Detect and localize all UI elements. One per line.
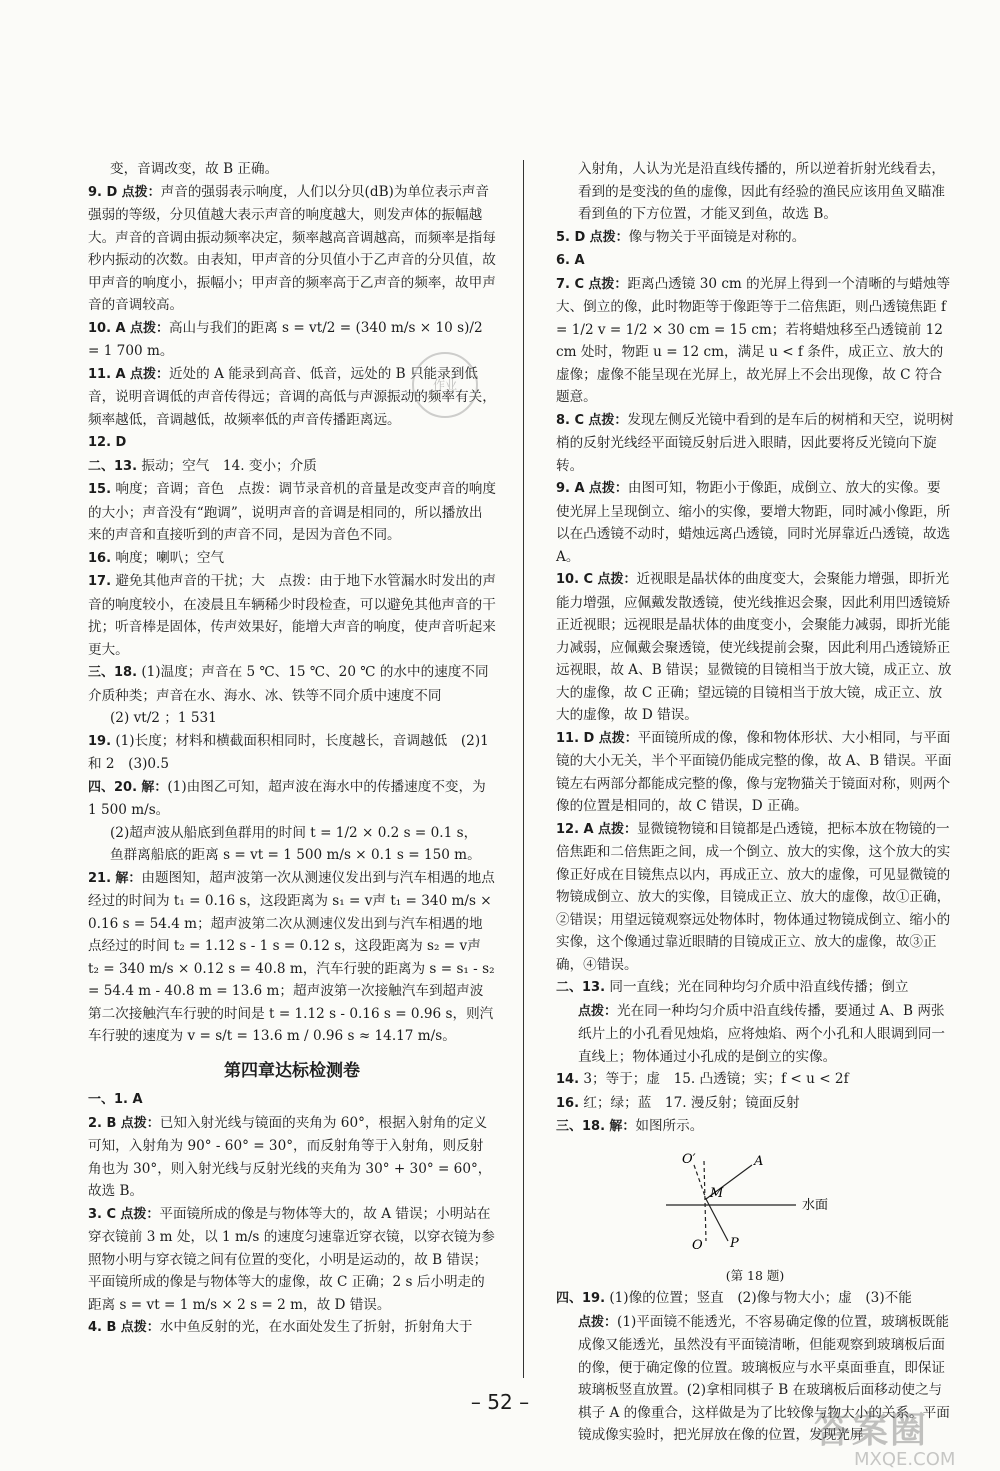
answer-item: [556, 226, 954, 250]
answer-item: [88, 1203, 496, 1317]
answer-item: [88, 181, 496, 317]
answer-item: [556, 1115, 954, 1139]
question-number: 6. A: [556, 253, 585, 268]
answer-item: [556, 1092, 954, 1116]
answer-text: 声音的强弱表示响度，人们以分贝(dB)为单位表示声音强弱的等级，分贝值越大表示声音的响度越大，则发声体的振幅越大。声音的音调由振动频率决定，频率越高音调越高，而频率是指每秒内振动的次数。由表知，甲声音的分贝值小于乙声音的分贝值，故甲声音的响度小，振幅小；甲声音的频率高于乙声音的频率，故甲声音的音调较高。: [88, 183, 496, 313]
hint-label: 点拨：: [121, 184, 161, 200]
answer-text: (1)平面镜不能透光，不容易确定像的位置，玻璃板既能成像又能透光，虽然没有平面镜清晰，但能观察到玻璃板后面的像，便于确定像的位置。玻璃板应与水平桌面垂直，即保证玻璃板竖直放置。(2)拿相同棋子 B 在玻璃板后面移动使之与棋子 A 的像重合，这样做是为了比较像与物大小的关系。平面镜成像实验时，把光屏放在像的位置，发现光屏: [578, 1313, 950, 1443]
question-number: 3. C: [88, 1206, 117, 1222]
answer-text: 如图所示。: [635, 1118, 704, 1134]
hint-label: 点拨：: [129, 320, 169, 336]
answer-item: [88, 478, 496, 547]
hint-label: 解：: [115, 870, 142, 886]
label-o-prime: O′: [682, 1151, 696, 1167]
question-number: 10. C: [556, 572, 594, 587]
hint-label: 点拨：: [597, 821, 637, 837]
page-number: – 52 –: [470, 1390, 530, 1414]
question-number: 12. D: [88, 435, 127, 450]
answer-text: (1)温度；声音在 5 ℃、15 ℃、20 ℃ 的水中的速度不同 介质种类；声音在水、海水、冰、铁等不同介质中速度不同: [88, 664, 503, 704]
answer-item: [88, 455, 496, 479]
question-number: 10. A: [88, 320, 126, 336]
answer-text: 光在同一种均匀介质中沿直线传播，要通过 A、B 两张纸片上的小孔看见烛焰，应将烛焰、两个小孔和人眼调到同一直线上；物体通过小孔成的是倒立的实像。: [578, 1002, 946, 1065]
hint-label: 点拨：: [120, 1206, 160, 1222]
question-number: 16.: [88, 550, 112, 566]
question-number: 4. B: [88, 1320, 117, 1335]
answer-item: [88, 707, 496, 730]
answer-item: [556, 158, 954, 226]
answer-text: 入射角，人认为光是沿直线传播的，所以逆着折射光线看去，看到的是变浅的鱼的虚像，因此有经验的渔民应该用鱼叉瞄准看到鱼的下方位置，才能叉到鱼，故选 B。: [578, 161, 946, 222]
answer-text: 近视眼是晶状体的曲度变大，会聚能力增强，即折光能力增强，应佩戴发散透镜，使光线推迟会聚，因此利用凹透镜矫正近视眼；远视眼是晶状体的曲度变小，会聚能力减弱，即折光能力减弱，应佩戴会聚透镜，使光线提前会聚，因此利用凸透镜矫正远视眼，故 A、B 错误；显微镜的目镜相当于放大镜，成正立、放大的虚像，故 C 正确；望远镜的目镜相当于放大镜，成正立、放大的虚像，故 D 错误。: [556, 571, 952, 723]
hint-label: 点拨：: [588, 276, 628, 292]
answer-text: 发现左侧反光镜中看到的是车后的树梢和天空，说明树梢的反射光线经平面镜反射后进入眼睛，因此要将反光镜向下旋转。: [556, 411, 954, 474]
answer-item: [556, 1000, 954, 1069]
answer-text: (2) vt/2 ；1 531: [110, 710, 217, 726]
label-water-surface: 水面: [802, 1197, 829, 1213]
answer-item: [556, 409, 954, 478]
question-number: 16.: [556, 1095, 580, 1111]
answer-item: [88, 844, 496, 867]
answer-item: [556, 477, 954, 568]
answer-text: 响度；音调；音色 点拨：调节录音机的音量是改变声音的响度的大小；声音没有“跑调”，说明声音的音调是相同的，所以播放出来的声音和直接听到的声音不同，是因为音色不同。: [88, 481, 496, 543]
answer-text: 平面镜所成的像，像和物体形状、大小相同，与平面镜的大小无关，半个平面镜仍能成完整的像，故 A、B 错误。平面镜左右两部分都能成完整的像，像与宠物猫关于镜面对称，则两个像的位置是相同的，故 C 错误，D 正确。: [556, 729, 952, 814]
question-number: 19.: [88, 733, 112, 749]
question-number: 21.: [88, 870, 112, 886]
hint-label: 点拨：: [588, 412, 628, 428]
hint-label: 点拨：: [578, 1003, 618, 1019]
answer-item: [88, 158, 496, 181]
question-number: 二、13.: [88, 458, 138, 474]
answer-text: 显微镜物镜和目镜都是凸透镜，把标本放在物镜的一倍焦距和二倍焦距之间，成一个倒立、放大的实像，这个放大的实像正好成在目镜焦点以内，再成正立、放大的虚像，可见显微镜的物镜成倒立、放大的实像，目镜成正立、放大的虚像，故①正确，②错误；用望远镜观察远处物体时，物体通过物镜成倒立、缩小的实像，这个像通过靠近眼睛的目镜成正立、放大的虚像，故③正确，④错误。: [556, 820, 951, 973]
answer-text: (1)由图乙可知，超声波在海水中的传播速度不变，为 1 500 m/s。: [88, 778, 486, 818]
answer-text: 由题图知，超声波第一次从测速仪发出到与汽车相遇的地点经过的时间为 t₁ = 0.16 s，这段距离为 s₁ = v声 t₁ = 340 m/s × 0.16 s = 54.4 m；超声波第二次从测速仪发出到与汽车相遇的地点经过的时间 t₂ = 1.12 s - 1 s = 0.12 s，这段距离为 s₂ = v声 t₂ = 340 m/s × 0.12 s = 40.8 m，汽车行驶的距离为 s = s₁ - s₂ = 54.4 m - 40.8 m = 13.6 m；超声波第一次接触汽车到超声波第二次接触汽车行驶的时间是 t = 1.12 s - 0.16 s = 0.96 s，则汽车行驶的速度为 v = s/t = 13.6 m / 0.96 s ≈ 14.17 m/s。: [88, 869, 495, 1044]
hint-label: 点拨：: [598, 730, 638, 746]
answer-text: 3；等于；虚 15. 凸透镜；实；f < u < 2f: [583, 1071, 849, 1087]
answer-text: 振动；空气 14. 变小；介质: [141, 457, 317, 474]
hint-label: 点拨：: [120, 1115, 160, 1131]
right-column: [556, 158, 954, 1447]
question-number: 三、18.: [556, 1119, 606, 1134]
answer-item: [556, 727, 954, 818]
question-number: 三、18.: [88, 665, 138, 680]
answer-text: 近处的 A 能录到高音、低音，远处的 B 只能录到低音，说明音调低的声音传得远；音调的高低与声源振动的频率有关，频率越低，音调越低，故频率低的声音传播距离远。: [88, 365, 496, 428]
answer-text: (1)长度；材料和横截面积相同时，长度越长，音调越低 (2)1 和 2 (3)0.5: [88, 732, 489, 772]
answer-item: [88, 661, 503, 707]
answer-text: 距离凸透镜 30 cm 的光屏上得到一个清晰的与蜡烛等大、倒立的像，此时物距等于像距等于二倍焦距，则凸透镜焦距 f = 1/2 v = 1/2 × 30 cm = 15 cm；若将蜡烛移至凸透镜前 12 cm 处时，物距 u = 12 cm，满足 u < f 条件，成正立、放大的虚像；虚像不能呈现在光屏上，故光屏上不会出现像，故 C 符合题意。: [556, 275, 951, 405]
answer-item: [556, 1068, 954, 1092]
question-number: 2. B: [88, 1115, 117, 1131]
column-divider: [523, 160, 524, 1378]
answer-text: 变，音调改变，故 B 正确。: [110, 161, 279, 177]
hint-label: 点拨：: [589, 229, 629, 245]
figure-caption: (第 18 题): [725, 1267, 785, 1283]
answer-item: [88, 1088, 496, 1112]
hint-label: 解：: [141, 779, 168, 795]
answer-item: [88, 547, 496, 571]
question-number: 8. C: [556, 412, 585, 428]
question-number: 15.: [88, 482, 112, 497]
answer-item: [88, 822, 496, 845]
question-number: 四、20.: [88, 779, 138, 795]
refraction-figure: [556, 1143, 954, 1263]
question-number: 二、13.: [556, 980, 606, 995]
answer-item: [88, 730, 496, 776]
hint-label: 点拨：: [588, 481, 628, 496]
site-watermark: [814, 1402, 964, 1470]
question-number: 17.: [88, 574, 112, 589]
label-a: A: [754, 1153, 764, 1169]
watermark-url: MXQE.COM: [854, 1449, 956, 1470]
answer-text: 鱼群离船底的距离 s = vt = 1 500 m/s × 0.1 s = 150 m。: [110, 847, 481, 863]
answer-item: [88, 867, 496, 1048]
label-m: M: [710, 1185, 724, 1201]
answer-item: [556, 568, 954, 727]
question-number: 一、1. A: [88, 1092, 143, 1107]
homework-stamp: 作业: [412, 352, 478, 418]
watermark-logo: 答案圈: [814, 1410, 929, 1451]
answer-text: 红；绿；蓝 17. 漫反射；镜面反射: [583, 1094, 800, 1111]
answer-text: (1)像的位置；竖直 (2)像与物大小；虚 (3)不能: [609, 1290, 912, 1306]
answer-item: [88, 1316, 496, 1340]
question-number: 7. C: [556, 276, 585, 292]
question-number: 11. D: [556, 730, 595, 746]
question-number: 12. A: [556, 821, 594, 837]
answer-text: 像与物关于平面镜是对称的。: [628, 228, 806, 245]
hint-label: 点拨：: [578, 1314, 618, 1330]
left-column: [88, 158, 503, 1340]
answer-text: 避免其他声音的干扰；大 点拨：由于地下水管漏水时发出的声音的响度较小，在凌晨且车辆稀少时段检查，可以避免其他声音的干扰；听音棒是固体，传声效果好，能增大声音的响度，使声音听起来更大。: [88, 573, 496, 658]
answer-item: [88, 776, 496, 822]
answer-item: [556, 249, 954, 273]
answer-text: 响度；喇叭；空气: [115, 549, 225, 566]
answer-item: [88, 431, 496, 455]
label-p: P: [730, 1235, 739, 1251]
answer-item: [556, 818, 954, 977]
hint-label: 点拨：: [120, 1320, 160, 1335]
normal-line: [704, 1161, 706, 1241]
answer-text: 高山与我们的距离 s = vt/2 = (340 m/s × 10 s)/2 = 1 700 m。: [88, 319, 483, 359]
question-number: 5. D: [556, 229, 586, 245]
question-number: 9. D: [88, 184, 118, 200]
answer-text: 同一直线；光在同种均匀介质中沿直线传播；倒立: [609, 979, 909, 995]
question-number: 14.: [556, 1072, 580, 1087]
question-number: 11. A: [88, 366, 126, 382]
hint-label: 点拨：: [597, 572, 637, 587]
answer-text: 已知入射光线与镜面的夹角为 60°，根据入射角的定义可知，入射角为 90° - 60° = 30°，而反射角等于入射角，则反射角也为 30°，则入射光线与反射光线的夹角为 30° + 30° = 60°，故选 B。: [88, 1114, 492, 1199]
question-number: 9. A: [556, 481, 585, 496]
refraction-diagram: [556, 1143, 954, 1263]
answer-item: [556, 273, 954, 409]
label-o: O: [692, 1237, 703, 1253]
chapter-title: 第四章达标检测卷: [224, 1060, 360, 1081]
answer-item: [556, 1287, 954, 1311]
answer-text: 水中鱼反射的光，在水面处发生了折射，折射角大于: [159, 1319, 473, 1335]
question-number: 四、19.: [556, 1291, 606, 1306]
answer-text: 由图可知，物距小于像距，成倒立、放大的实像。要使光屏上呈现倒立、缩小的实像，要增大物距，同时减小像距，所以在凸透镜不动时，蜡烛远离凸透镜，同时光屏靠近凸透镜，故选 A。: [556, 480, 951, 565]
answer-text: (2)超声波从船底到鱼群用的时间 t = 1/2 × 0.2 s = 0.1 s，: [110, 824, 478, 841]
answer-item: [88, 1112, 496, 1203]
answer-item: [88, 570, 496, 661]
answer-text: 平面镜所成的像是与物体等大的，故 A 错误；小明站在穿衣镜前 3 m 处，以 1 m/s 的速度匀速靠近穿衣镜，以穿衣镜为参照物小明与穿衣镜之间有位置的变化，小明是运动的，故 B 错误；平面镜所成的像是与物体等大的虚像，故 C 正确；2 s 后小明走的距离 s = vt = 1 m/s × 2 s = 2 m，故 D 错误。: [88, 1205, 495, 1313]
answer-item: [556, 976, 954, 1000]
hint-label: 解：: [609, 1119, 636, 1134]
hint-label: 点拨：: [129, 366, 169, 382]
